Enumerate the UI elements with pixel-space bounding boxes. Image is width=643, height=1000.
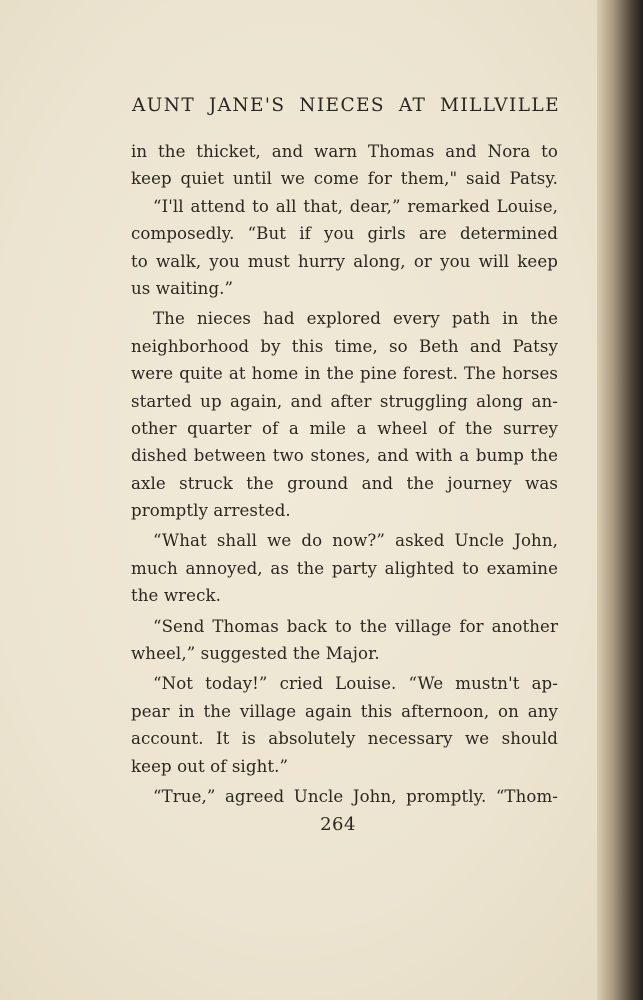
text-line: were quite at home in the pine forest. The horses	[131, 364, 558, 384]
text-line: “Send Thomas back to the village for another	[153, 616, 558, 636]
text-line: “What shall we do now?” asked Uncle John,	[153, 531, 558, 551]
text-line: pear in the village again this afternoon, on any	[131, 701, 558, 721]
text-line: wheel,” suggested the Major.	[131, 644, 380, 664]
text-line: The nieces had explored every path in the	[153, 309, 558, 329]
book-spine-shadow	[597, 0, 643, 1000]
text-line: started up again, and after struggling along an-	[131, 391, 558, 411]
text-line: “Not today!” cried Louise. “We mustn't ap-	[153, 674, 558, 694]
text-line: in the thicket, and warn Thomas and Nora to	[131, 142, 558, 161]
body-text	[131, 138, 558, 810]
text-line: dished between two stones, and with a bump the	[131, 446, 558, 466]
text-line: account. It is absolutely necessary we should	[131, 729, 558, 749]
text-line: “True,” agreed Uncle John, promptly. “Thom-	[153, 786, 558, 806]
text-line: neighborhood by this time, so Beth and Patsy	[131, 336, 558, 356]
page-number: 264	[320, 814, 356, 835]
text-line: us waiting.”	[131, 278, 234, 298]
text-line: “I'll attend to all that, dear,” remarked Louise,	[153, 196, 558, 216]
running-head: AUNT JANE'S NIECES AT MILLVILLE	[132, 95, 560, 116]
text-line: much annoyed, as the party alighted to examine	[131, 558, 558, 578]
text-line: to walk, you must hurry along, or you will keep	[131, 251, 558, 271]
text-line: axle struck the ground and the journey was	[131, 473, 558, 493]
text-line: other quarter of a mile a wheel of the surrey	[131, 418, 558, 438]
text-line: promptly arrested.	[131, 501, 291, 521]
text-line: keep out of sight.”	[131, 756, 289, 776]
text-line: the wreck.	[131, 586, 222, 606]
text-line: composedly. “But if you girls are determined	[131, 224, 558, 244]
text-line: keep quiet until we come for them," said Patsy.	[131, 169, 558, 189]
